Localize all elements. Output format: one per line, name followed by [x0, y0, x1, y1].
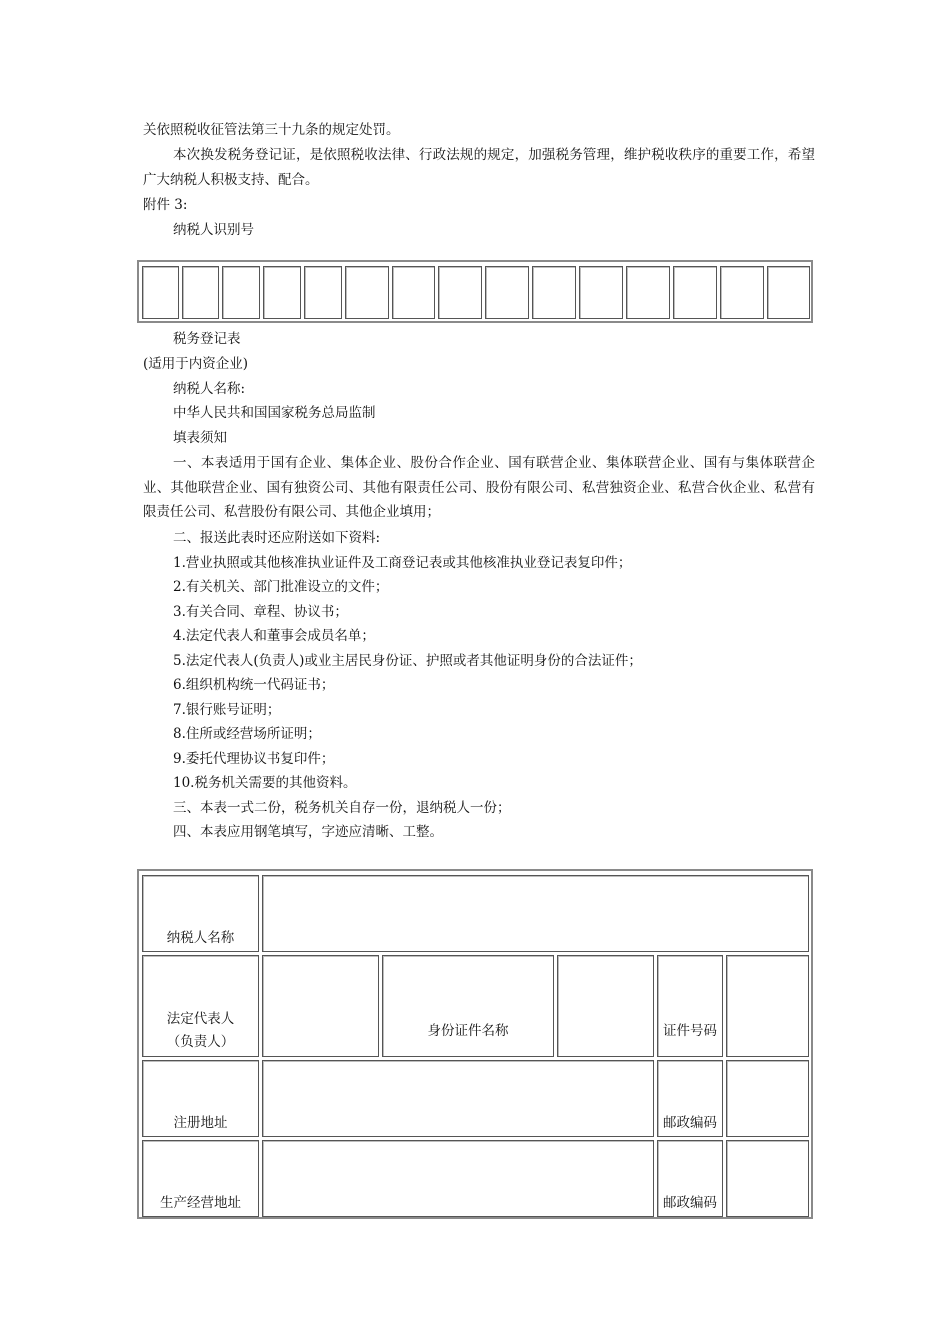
- tin-digit-box[interactable]: [485, 266, 529, 319]
- tin-digit-box[interactable]: [626, 266, 670, 319]
- registered-address-label: 注册地址: [173, 1115, 228, 1131]
- id-number-field[interactable]: [726, 955, 809, 1057]
- tin-digit-box[interactable]: [304, 266, 342, 319]
- legal-rep-field[interactable]: [262, 955, 379, 1057]
- tin-digit-box[interactable]: [673, 266, 717, 319]
- legal-rep-label-cell: [142, 955, 259, 1057]
- id-number-label-cell: [657, 955, 723, 1057]
- tin-digit-box[interactable]: [142, 266, 179, 319]
- business-address-label: 生产经营地址: [160, 1195, 241, 1211]
- registered-address-field[interactable]: [262, 1060, 654, 1137]
- business-address-label-cell: [142, 1140, 259, 1217]
- business-address-field[interactable]: [262, 1140, 654, 1217]
- tin-digit-box[interactable]: [438, 266, 482, 319]
- tin-digit-box[interactable]: [532, 266, 576, 319]
- paragraph-renewal-notice: 本次换发税务登记证，是依照税收法律、行政法规的规定，加强税务管理，维护税收秩序的重要工作，希望广大纳税人积极支持、配合。: [143, 147, 815, 188]
- tin-label: 纳税人识别号: [173, 222, 254, 238]
- sub-item: 2.有关机关、部门批准设立的文件；: [173, 579, 389, 595]
- sub-item: 1.营业执照或其他核准执业证件及工商登记表或其他核准执业登记表复印件；: [173, 555, 632, 571]
- tin-digit-box[interactable]: [392, 266, 435, 319]
- tin-digit-box[interactable]: [222, 266, 260, 319]
- tin-digit-box[interactable]: [182, 266, 219, 319]
- instructions-title: 填表须知: [173, 430, 227, 446]
- id-doc-name-label-cell: [382, 955, 554, 1057]
- id-doc-name-label: 身份证件名称: [427, 1023, 509, 1039]
- instruction-item-1: 一、本表适用于国有企业、集体企业、股份合作企业、国有联营企业、集体联营企业、国有与集体联营企业、其他联营企业、国有独资公司、其他有限责任公司、股份有限公司、私营独资企业、私营合伙企业、私营有限责任公司、私营股份有限公司、其他企业填用；: [143, 455, 815, 520]
- sub-item: 3.有关合同、章程、协议书；: [173, 604, 348, 620]
- registered-address-label-cell: [142, 1060, 259, 1137]
- sub-item: 5.法定代表人(负责人)或业主居民身份证、护照或者其他证明身份的合法证件；: [173, 653, 642, 669]
- taxpayer-name-line: 纳税人名称:: [173, 381, 246, 397]
- taxpayer-name-label: 纳税人名称: [166, 930, 235, 946]
- legal-rep-sublabel: （负责人）: [166, 1034, 235, 1050]
- instruction-item-2: 二、报送此表时还应附送如下资料:: [173, 530, 381, 546]
- taxpayer-name-field[interactable]: [262, 875, 809, 952]
- postal-code-label-cell: [657, 1060, 723, 1137]
- legal-rep-label: 法定代表人: [166, 1011, 235, 1027]
- tin-digit-box[interactable]: [263, 266, 301, 319]
- postal-code-label-cell-2: [657, 1140, 723, 1217]
- sub-item: 10.税务机关需要的其他资料。: [173, 775, 357, 791]
- taxpayer-name-label-cell: [142, 875, 259, 952]
- id-number-label: 证件号码: [663, 1023, 717, 1039]
- sub-item: 7.银行账号证明；: [173, 702, 281, 718]
- id-doc-name-field[interactable]: [557, 955, 654, 1057]
- tin-digit-box[interactable]: [579, 266, 623, 319]
- text-line-penalty: 关依照税收征管法第三十九条的规定处罚。: [143, 122, 400, 138]
- sub-item: 8.住所或经营场所证明；: [173, 726, 321, 742]
- sub-item: 6.组织机构统一代码证书；: [173, 677, 335, 693]
- postal-code-label-2: 邮政编码: [663, 1195, 717, 1211]
- postal-code-field[interactable]: [726, 1060, 809, 1137]
- supervisor-line: 中华人民共和国国家税务总局监制: [173, 405, 376, 421]
- sub-item: 9.委托代理协议书复印件；: [173, 751, 335, 767]
- postal-code-field-2[interactable]: [726, 1140, 809, 1217]
- instruction-item-3: 三、本表一式二份，税务机关自存一份，退纳税人一份；: [173, 800, 511, 816]
- tin-digit-box[interactable]: [767, 266, 810, 319]
- sub-item: 4.法定代表人和董事会成员名单；: [173, 628, 375, 644]
- taxpayer-id-boxes: [137, 260, 813, 323]
- attachment-label: 附件 3:: [143, 197, 188, 213]
- postal-code-label: 邮政编码: [663, 1115, 717, 1131]
- instruction-item-4: 四、本表应用钢笔填写，字迹应清晰、工整。: [173, 824, 443, 840]
- registration-table: [137, 869, 813, 1219]
- tin-digit-box[interactable]: [345, 266, 389, 319]
- tin-digit-box[interactable]: [720, 266, 764, 319]
- form-title: 税务登记表: [173, 331, 241, 347]
- form-subtitle: (适用于内资企业): [143, 356, 249, 372]
